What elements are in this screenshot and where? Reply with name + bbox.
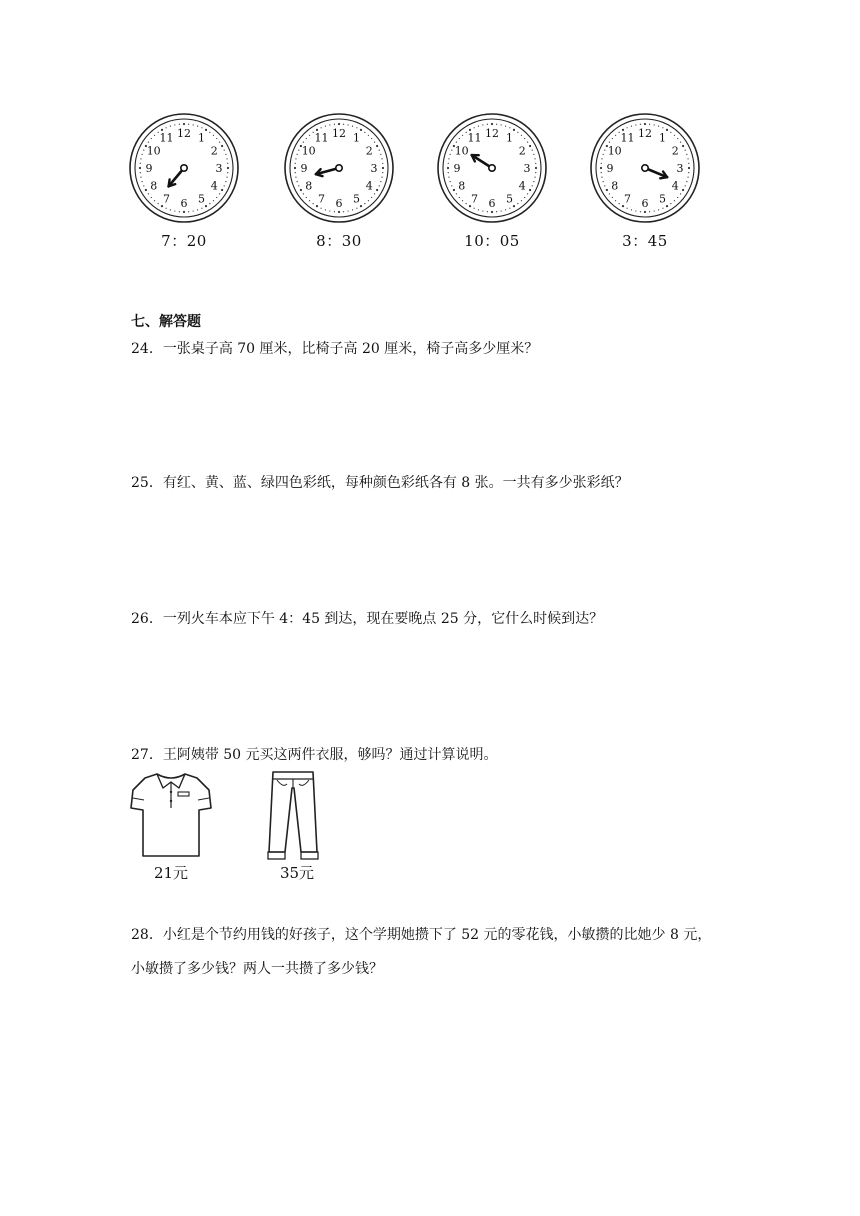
question-27: 27．王阿姨带 50 元买这两件衣服，够吗？通过计算说明。 [131,747,498,763]
svg-text:10: 10 [301,144,316,158]
clock-label: 3：45 [622,232,668,250]
svg-text:6: 6 [641,197,649,210]
pants-price: 35元 [279,864,315,882]
svg-text:1: 1 [353,131,360,145]
svg-text:6: 6 [180,197,188,210]
svg-text:10: 10 [454,144,469,158]
svg-text:4: 4 [671,179,679,193]
svg-text:1: 1 [506,131,513,145]
shirt-price: 21元 [153,864,189,882]
svg-text:9: 9 [300,162,308,175]
svg-text:1: 1 [198,131,205,145]
svg-text:1: 1 [659,131,666,145]
svg-text:8: 8 [611,179,619,193]
svg-text:6: 6 [488,197,496,210]
clock-face [436,112,548,224]
clock-label: 8：30 [316,232,362,250]
svg-text:11: 11 [467,131,482,145]
svg-text:5: 5 [353,192,360,206]
question-28: 28．小红是个节约用钱的好孩子，这个学期她攒下了 52 元的零花钱，小敏攒的比她少 8 元， [131,927,712,943]
svg-text:9: 9 [145,162,153,175]
question-28-continued: 小敏攒了多少钱？两人一共攒了多少钱？ [131,961,383,977]
svg-text:3: 3 [523,162,531,175]
svg-text:7: 7 [163,192,170,206]
svg-text:2: 2 [210,144,218,158]
clock-icon [283,112,395,224]
svg-text:3: 3 [215,162,223,175]
svg-text:12: 12 [332,127,346,140]
svg-text:8: 8 [458,179,466,193]
section-title: 七、解答题 [131,314,201,330]
svg-text:5: 5 [659,192,666,206]
svg-text:5: 5 [506,192,513,206]
svg-text:5: 5 [198,192,205,206]
shirt-item [129,768,213,860]
clock-icon [589,112,701,224]
svg-text:2: 2 [518,144,526,158]
svg-text:11: 11 [159,131,174,145]
clock-icon [436,112,548,224]
svg-text:12: 12 [177,127,191,140]
clock-face [128,112,240,224]
question-26: 26．一列火车本应下午 4：45 到达，现在要晚点 25 分，它什么时候到达？ [131,611,604,627]
svg-text:7: 7 [318,192,325,206]
svg-text:9: 9 [453,162,461,175]
clock-label: 10：05 [464,232,520,250]
question-24: 24．一张桌子高 70 厘米，比椅子高 20 厘米，椅子高多少厘米？ [131,341,539,357]
svg-text:3: 3 [676,162,684,175]
svg-text:4: 4 [518,179,526,193]
svg-text:10: 10 [146,144,161,158]
svg-text:12: 12 [485,127,499,140]
shirt-icon [129,768,213,860]
svg-text:11: 11 [314,131,329,145]
clock-face [283,112,395,224]
svg-text:10: 10 [607,144,622,158]
svg-text:11: 11 [620,131,635,145]
svg-text:8: 8 [305,179,313,193]
svg-text:12: 12 [638,127,652,140]
clock-face [589,112,701,224]
svg-text:4: 4 [365,179,373,193]
svg-text:9: 9 [606,162,614,175]
clock-label: 7：20 [161,232,207,250]
svg-text:7: 7 [624,192,631,206]
pants-item [265,770,321,862]
question-25: 25．有红、黄、蓝、绿四色彩纸，每种颜色彩纸各有 8 张。一共有多少张彩纸？ [131,475,629,491]
svg-text:2: 2 [671,144,679,158]
svg-text:6: 6 [335,197,343,210]
svg-text:3: 3 [370,162,378,175]
svg-text:2: 2 [365,144,373,158]
svg-text:4: 4 [210,179,218,193]
svg-text:7: 7 [471,192,478,206]
clock-icon [128,112,240,224]
svg-text:8: 8 [150,179,158,193]
pants-icon [265,770,321,862]
